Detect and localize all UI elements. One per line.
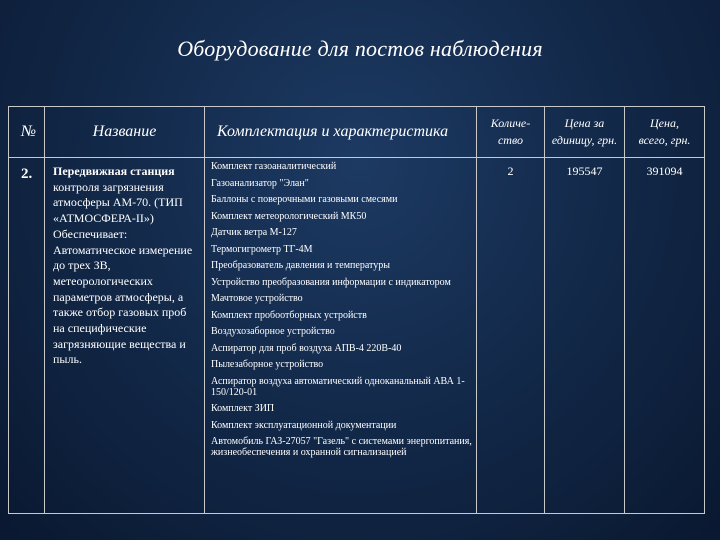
header-quantity-line2: ство <box>497 133 524 147</box>
header-number: № <box>9 107 45 158</box>
header-total-price-line1: Цена, <box>650 116 679 130</box>
list-item: Комплект ЗИП <box>211 403 275 414</box>
row-configuration <box>205 158 477 514</box>
table-row <box>9 158 705 514</box>
list-item: Аспиратор для проб воздуха АПВ-4 220В-40 <box>211 342 402 354</box>
row-total-price: 391094 <box>625 158 705 514</box>
header-total-price-line2: всего, грн. <box>638 133 691 147</box>
row-name-description: контроля загрязнения атмосферы АМ-70. (ТИП «АТМОСФЕРА-II») Обеспечивает: Автоматическое измерение до трех ЗВ, метеорологических параметров атмосферы, а также отбор газовых проб на специфические загрязняющие вещества и пыль. <box>53 179 193 367</box>
header-unit-price-line2: единицу, грн. <box>551 133 618 147</box>
row-name-bold: Передвижная станция <box>53 164 175 178</box>
header-total-price <box>625 107 705 158</box>
list-item: Преобразователь давления и температуры <box>211 260 390 271</box>
list-item: Датчик ветра М-127 <box>211 227 297 238</box>
page-title: Оборудование для постов наблюдения <box>177 36 543 61</box>
header-name: Название <box>45 107 205 158</box>
list-item: Комплект эксплуатационной документации <box>211 419 397 431</box>
header-quantity <box>477 107 545 158</box>
list-item: Комплект газоаналитический <box>211 161 337 172</box>
header-configuration: Комплектация и характеристика <box>205 107 477 158</box>
list-item: Термогигрометр ТГ-4М <box>211 243 313 255</box>
list-item: Аспиратор воздуха автоматический одноканальный АВА 1-150/120-01 <box>211 375 465 398</box>
list-item: Баллоны с поверочными газовыми смесями <box>211 194 398 205</box>
list-item: Мачтовое устройство <box>211 293 303 304</box>
list-item: Воздухозаборное устройство <box>211 326 335 337</box>
header-quantity-line1: Количе- <box>490 116 531 130</box>
equipment-table <box>8 106 705 514</box>
header-row <box>9 107 705 158</box>
row-name <box>45 158 205 514</box>
header-unit-price-line1: Цена за <box>564 116 605 130</box>
list-item: Комплект пробоотборных устройств <box>211 309 367 321</box>
row-unit-price: 195547 <box>545 158 625 514</box>
list-item: Автомобиль ГАЗ-27057 "Газель" с системами энергопитания, жизнеобеспечения и охранной сигнализацией <box>211 436 472 458</box>
list-item: Устройство преобразования информации с индикатором <box>211 276 451 288</box>
header-unit-price <box>545 107 625 158</box>
row-number: 2. <box>9 158 45 514</box>
list-item: Газоанализатор "Элан" <box>211 177 309 189</box>
list-item: Пылезаборное устройство <box>211 359 324 370</box>
list-item: Комплект метеорологический МК50 <box>211 210 367 222</box>
row-quantity: 2 <box>477 158 545 514</box>
